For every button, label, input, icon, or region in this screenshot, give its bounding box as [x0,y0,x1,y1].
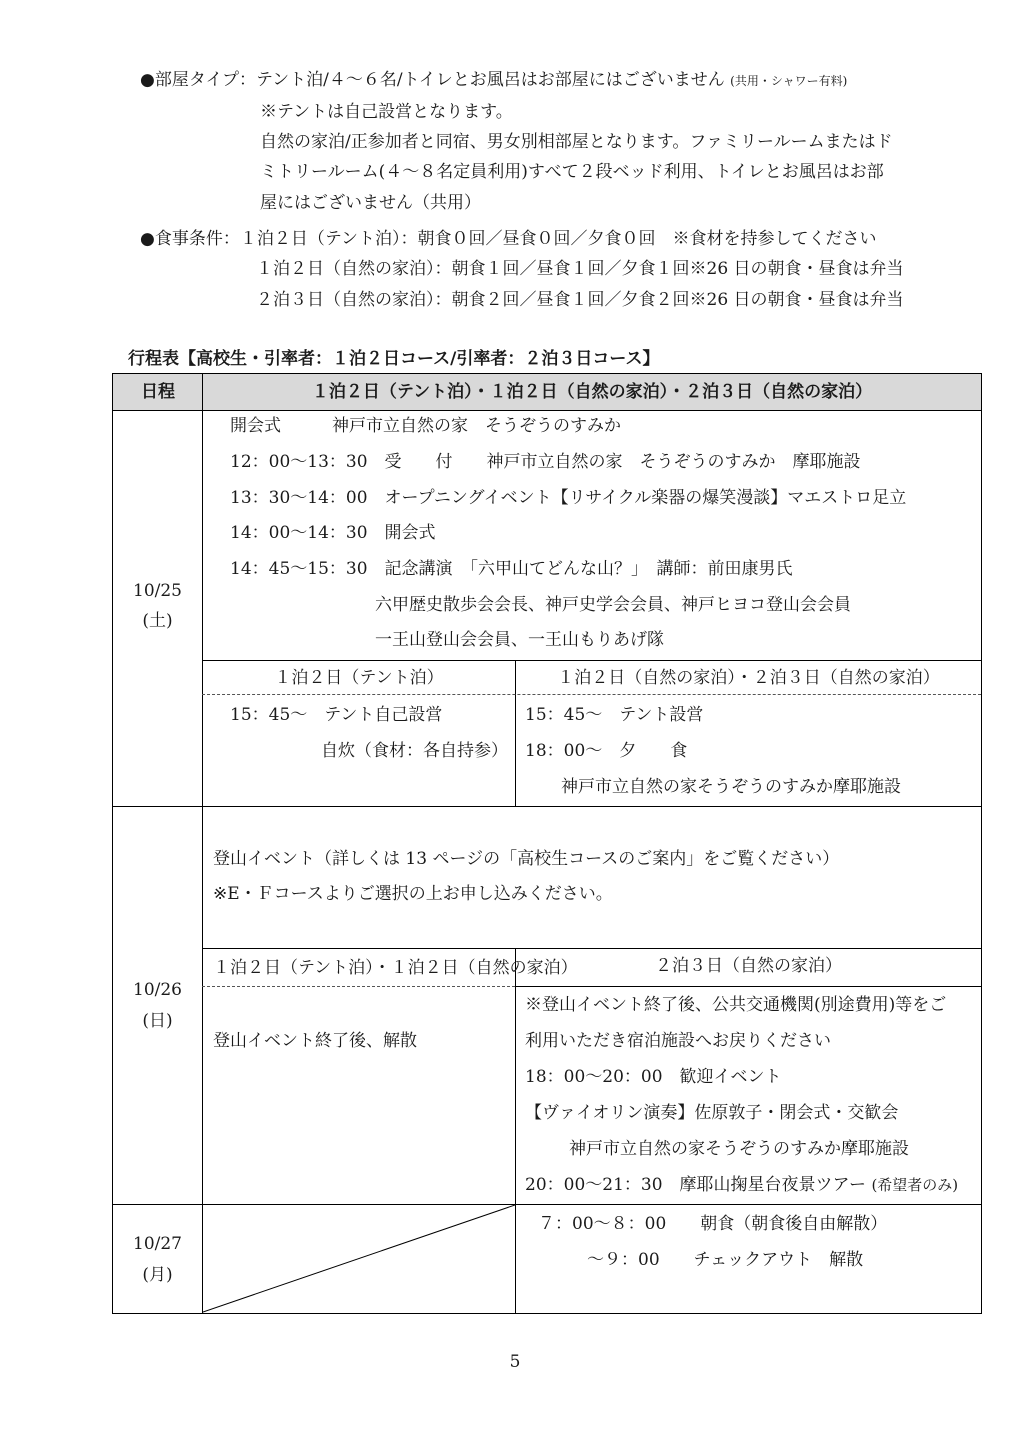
day1-subheader-dashed-line [202,694,981,695]
day3-right-line1: ７：00～８：00 朝食（朝食後自由解散） [538,1214,888,1234]
day3-split-divider [515,1204,516,1313]
house-note-line3: 屋にはございません（共用） [260,193,481,213]
day1-subheader-top-border [202,660,981,661]
day2-dismiss-text: 登山イベント終了後、解散 [213,1031,417,1051]
day2-weekday: (日) [142,1011,173,1031]
day3-weekday: (月) [142,1265,173,1285]
day2-right-line3: 18：00～20：00 歓迎イベント [525,1067,782,1087]
header-course: １泊２日（テント泊）・１泊２日（自然の家泊）・２泊３日（自然の家泊） [311,382,873,402]
day2-sub-right-header: ２泊３日（自然の家泊） [655,956,842,976]
schedule-table-title: 行程表【高校生・引率者：１泊２日コース/引率者：２泊３日コース】 [128,349,660,369]
day1-tent-line2: 自炊（食材：各自持参） [321,741,508,761]
day1-house-line3: 神戸市立自然の家そうぞうのすみか摩耶施設 [561,777,901,797]
day1-line-lecture: 14：45～15：30 記念講演 「六甲山てどんな山？」 講師：前田康男氏 [230,559,793,579]
day1-line-opening-event: 13：30～14：00 オープニングイベント【リサイクル楽器の爆笑漫談】マエストロ足立 [230,488,907,508]
day2-right-line4: 【ヴァイオリン演奏】佐原敦子・閉会式・交歓会 [525,1103,899,1123]
page-number: 5 [509,1352,521,1372]
header-date: 日程 [141,382,175,402]
schedule-table [112,373,982,1314]
day2-right-line6: 20：00～21：30 摩耶山掬星台夜景ツアー (希望者のみ) [525,1175,959,1195]
day1-weekday: (土) [142,611,173,631]
day2-line-hiking: 登山イベント（詳しくは 13 ページの「高校生コースのご案内」をご覧ください） [213,849,840,869]
day2-line-course-note: ※E・Ｆコースよりご選択の上お申し込みください。 [213,884,613,904]
day1-bottom-border [113,806,981,807]
day1-date: 10/25 [133,581,182,601]
day1-house-line1: 15：45～ テント設営 [525,705,704,725]
meals-line1: ●食事条件：１泊２日（テント泊）：朝食０回／昼食０回／夕食０回 ※食材を持参してください [140,229,877,249]
day2-left-dashed-line [202,986,515,987]
day2-subheader-top-border [202,948,981,949]
day3-right-line2: ～９：00 チェックアウト 解散 [587,1250,864,1270]
date-column-divider [202,374,203,1313]
tent-note: ※テントは自己設営となります。 [260,102,513,122]
house-note-line1: 自然の家泊/正参加者と同宿、男女別相部屋となります。ファミリールームまたはド [260,132,893,152]
day1-tent-line1: 15：45～ テント自己設営 [230,705,443,725]
day1-line-lecturer-roles1: 六甲歴史散歩会会長、神戸史学会会員、神戸ヒヨコ登山会会員 [375,595,851,615]
meals-line2: １泊２日（自然の家泊）：朝食１回／昼食１回／夕食１回※26 日の朝食・昼食は弁当 [256,259,904,279]
day2-right-subheader-border [515,986,981,987]
day1-line-opening: 開会式 神戸市立自然の家 そうぞうのすみか [230,416,621,436]
house-note-line2: ミトリールーム(４～８名定員利用)すべて２段ベッド利用、トイレとお風呂はお部 [260,162,884,182]
meals-line3: ２泊３日（自然の家泊）：朝食２回／昼食１回／夕食２回※26 日の朝食・昼食は弁当 [256,290,904,310]
room-type-line: ●部屋タイプ：テント泊/４～６名/トイレとお風呂はお部屋にはございません (共用・シャワー有料) [140,70,848,90]
day1-sub-right-header: １泊２日（自然の家泊）・２泊３日（自然の家泊） [557,668,940,688]
day1-sub-left-header: １泊２日（テント泊） [274,668,444,688]
day2-date: 10/26 [133,980,182,1000]
day1-line-lecturer-roles2: 一王山登山会会員、一王山もりあげ隊 [375,630,664,650]
day2-sub-left-header: １泊２日（テント泊）・１泊２日（自然の家泊） [213,958,578,978]
day1-line-ceremony: 14：00～14：30 開会式 [230,523,436,543]
day1-line-reception: 12：00～13：30 受 付 神戸市立自然の家 そうぞうのすみか 摩耶施設 [230,452,861,472]
day1-house-line2: 18：00～ 夕 食 [525,741,688,761]
day2-right-line5: 神戸市立自然の家そうぞうのすみか摩耶施設 [569,1139,909,1159]
day3-date: 10/27 [133,1234,182,1254]
day3-empty-cell-diagonal [203,1205,515,1313]
day2-right-line2: 利用いただき宿泊施設へお戻りください [525,1031,831,1051]
day2-right-line1: ※登山イベント終了後、公共交通機関(別途費用)等をご [525,995,947,1015]
